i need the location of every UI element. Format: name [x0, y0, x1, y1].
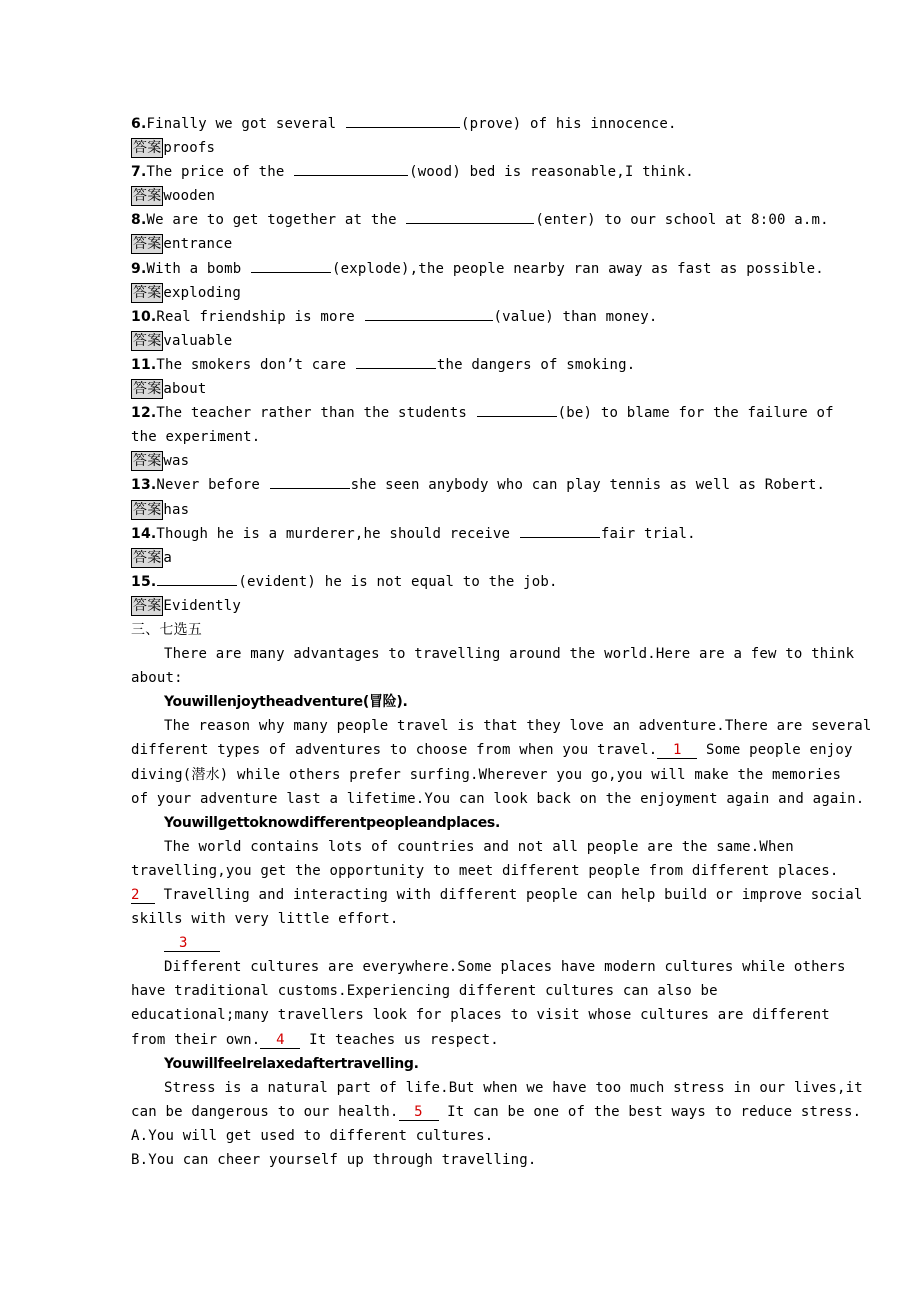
gap-blank-1[interactable]: 1 [657, 742, 697, 759]
option-a: A.You will get used to different cultures. [131, 1127, 494, 1144]
paragraph-2-line-3 [131, 883, 863, 907]
answer-text: has [163, 501, 190, 518]
question-9 [131, 257, 824, 281]
answer-11 [131, 377, 811, 401]
question-text: With a bomb [146, 260, 251, 277]
answer-tag: 答案 [133, 549, 162, 566]
paragraph-1-line-3: diving(潜水) while others prefer surfing.Wherever you go,you will make the memories [131, 766, 842, 783]
paragraph-2-line-4: skills with very little effort. [131, 911, 399, 928]
question-text: The smokers don’t care [156, 356, 355, 373]
fill-blank[interactable] [157, 571, 237, 586]
paragraph-text: can be dangerous to our health. [131, 1103, 399, 1120]
paragraph-3-line-3: educational;many travellers look for places to visit whose cultures are different [131, 1007, 830, 1024]
question-text-after: she seen anybody who can play tennis as well as Robert. [350, 477, 826, 494]
paragraph-text: It can be one of the best ways to reduce stress. [438, 1103, 862, 1120]
answer-14 [131, 546, 811, 570]
question-11 [131, 353, 811, 377]
document-page [131, 112, 872, 1172]
fill-blank[interactable] [477, 402, 557, 417]
gap-blank-2[interactable]: 2 [131, 887, 155, 904]
question-number: 12. [131, 405, 157, 422]
question-number: 9. [131, 260, 147, 277]
question-number: 8. [131, 212, 147, 229]
question-12 [131, 401, 834, 425]
answer-tag: 答案 [133, 140, 162, 157]
answer-text: Evidently [163, 597, 242, 614]
passage-heading-2: Youwillgettoknowdifferentpeopleandplaces. [164, 814, 500, 831]
question-number: 14. [131, 525, 157, 542]
question-number: 15. [131, 573, 157, 590]
fill-blank[interactable] [270, 474, 350, 489]
question-12-cont: the experiment. [131, 429, 261, 446]
answer-13 [131, 498, 811, 522]
gap-blank-5[interactable]: 5 [399, 1104, 439, 1121]
question-text-after: (enter) to our school at 8:00 a.m. [535, 212, 829, 229]
paragraph-text: different types of adventures to choose from when you travel. [131, 742, 658, 759]
answer-tag: 答案 [133, 284, 162, 301]
answer-tag: 答案 [133, 597, 162, 614]
answer-tag: 答案 [133, 236, 162, 253]
question-text-after: (value) than money. [493, 308, 658, 325]
fill-blank[interactable] [251, 258, 331, 273]
question-7 [131, 160, 811, 184]
fill-blank[interactable] [346, 113, 460, 128]
answer-text: a [163, 549, 173, 566]
question-10 [131, 305, 811, 329]
question-text: Though he is a murderer,he should receive [156, 525, 519, 542]
passage-intro-line-1: There are many advantages to travelling around the world.Here are a few to think [164, 646, 855, 663]
answer-tag: 答案 [133, 453, 162, 470]
paragraph-2-line-1: The world contains lots of countries and not all people are the same.When [164, 838, 794, 855]
answer-15 [131, 594, 811, 618]
fill-blank[interactable] [406, 209, 534, 224]
fill-blank[interactable] [520, 523, 600, 538]
question-text-after: fair trial. [600, 525, 696, 542]
gap-blank-4[interactable]: 4 [260, 1032, 300, 1049]
paragraph-4-line-1: Stress is a natural part of life.But when we have too much stress in our lives,it [164, 1079, 863, 1096]
question-text-after: (explode),the people nearby ran away as fast as possible. [332, 260, 824, 277]
gap-line-3 [131, 931, 811, 955]
paragraph-1-line-4: of your adventure last a lifetime.You can look back on the enjoyment again and again. [131, 790, 865, 807]
paragraph-3-line-4 [131, 1028, 811, 1052]
answer-tag: 答案 [133, 501, 162, 518]
question-number: 6. [131, 116, 147, 132]
answer-10 [131, 329, 811, 353]
answer-text: valuable [163, 332, 233, 349]
question-text-after: the dangers of smoking. [436, 356, 636, 373]
answer-text: about [163, 381, 207, 398]
paragraph-3-line-1: Different cultures are everywhere.Some places have modern cultures while others [164, 959, 846, 976]
answer-text: was [163, 453, 190, 470]
question-15 [131, 570, 811, 594]
question-6 [131, 112, 811, 136]
gap-blank-3[interactable] [164, 935, 220, 952]
paragraph-text: Travelling and interacting with different people can help build or improve social [155, 887, 863, 903]
question-14 [131, 522, 811, 546]
paragraph-2-line-2: travelling,you get the opportunity to meet different people from different places. [131, 862, 839, 879]
question-text: We are to get together at the [146, 212, 406, 229]
paragraph-4-line-2 [131, 1100, 862, 1124]
paragraph-3-line-2: have traditional customs.Experiencing different cultures can also be [131, 983, 718, 1000]
section-title: 三、七选五 [131, 621, 202, 638]
question-number: 7. [131, 164, 147, 181]
answer-8 [131, 232, 811, 256]
fill-blank[interactable] [294, 161, 408, 176]
question-13 [131, 473, 826, 497]
fill-blank[interactable] [356, 354, 436, 369]
question-text-after: (evident) he is not equal to the job. [238, 573, 558, 590]
answer-tag: 答案 [133, 188, 162, 205]
answer-12 [131, 449, 811, 473]
question-text: The teacher rather than the students [156, 405, 476, 422]
paragraph-text: It teaches us respect. [300, 1031, 499, 1048]
answer-tag: 答案 [133, 332, 162, 349]
question-number: 13. [131, 477, 157, 494]
answer-text: entrance [163, 236, 233, 253]
paragraph-text: Some people enjoy [697, 742, 853, 759]
paragraph-text: from their own. [131, 1031, 261, 1048]
paragraph-1-line-2 [131, 738, 853, 762]
passage-heading-3: Youwillfeelrelaxedaftertravelling. [164, 1055, 419, 1072]
question-text-after: (prove) of his innocence. [460, 116, 677, 132]
question-text-after: (wood) bed is reasonable,I think. [409, 164, 694, 181]
passage-heading-1: Youwillenjoytheadventure(冒险). [164, 694, 408, 711]
fill-blank[interactable] [365, 306, 493, 321]
answer-text: exploding [163, 284, 242, 301]
answer-tag: 答案 [133, 381, 162, 398]
question-number: 10. [131, 308, 157, 325]
answer-6 [131, 136, 811, 160]
question-text: The price of the [146, 164, 294, 181]
answer-text: proofs [163, 140, 216, 157]
gap-number: 3 [179, 935, 188, 952]
answer-7 [131, 184, 811, 208]
question-text-after: (be) to blame for the failure of [557, 405, 834, 422]
answer-9 [131, 281, 811, 305]
question-text: Never before [156, 477, 269, 494]
question-8 [131, 208, 829, 232]
question-text: Finally we got several [146, 116, 345, 132]
option-b: B.You can cheer yourself up through travelling. [131, 1152, 537, 1169]
question-text: Real friendship is more [156, 308, 364, 325]
question-number: 11. [131, 356, 157, 373]
paragraph-1-line-1: The reason why many people travel is that they love an adventure.There are several [164, 718, 872, 735]
answer-text: wooden [163, 188, 216, 205]
passage-intro-line-2: about: [131, 670, 183, 687]
